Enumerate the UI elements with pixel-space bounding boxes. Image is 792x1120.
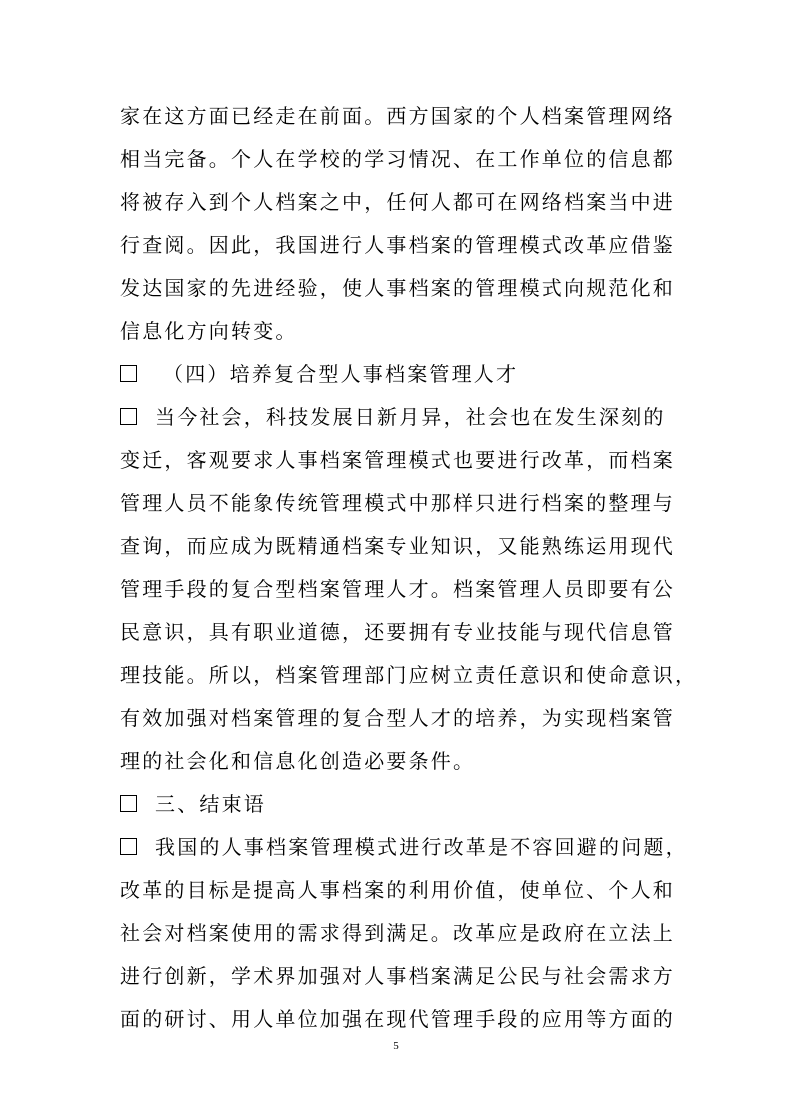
checkbox-placeholder-icon — [120, 838, 137, 855]
text-line: 有效加强对档案管理的复合型人才的培养，为实现档案管 — [120, 706, 675, 730]
paragraph-start-line — [120, 835, 688, 859]
subheading-line — [120, 362, 518, 386]
checkbox-placeholder-icon — [120, 795, 137, 812]
text-line: 信息化方向转变。 — [120, 319, 298, 343]
page-number: 5 — [393, 1040, 399, 1052]
text-line: 行查阅。因此，我国进行人事档案的管理模式改革应借鉴 — [120, 233, 675, 257]
text-line: 理技能。所以，档案管理部门应树立责任意识和使命意识， — [120, 663, 698, 687]
paragraph-start-text: 当今社会，科技发展日新月异，社会也在发生深刻的 — [155, 405, 666, 429]
section-heading-text: 三、结束语 — [155, 792, 266, 816]
text-line: 社会对档案使用的需求得到满足。改革应是政府在立法上 — [120, 921, 675, 945]
paragraph-start-line — [120, 405, 666, 429]
text-line: 相当完备。个人在学校的学习情况、在工作单位的信息都 — [120, 147, 675, 171]
text-line: 将被存入到个人档案之中，任何人都可在网络档案当中进 — [120, 190, 675, 214]
text-line: 查询，而应成为既精通档案专业知识，又能熟练运用现代 — [120, 534, 675, 558]
text-line: 管理手段的复合型档案管理人才。档案管理人员即要有公 — [120, 577, 675, 601]
subheading-text: （四）培养复合型人事档案管理人才 — [163, 362, 519, 386]
checkbox-placeholder-icon — [120, 408, 137, 425]
checkbox-placeholder-icon — [120, 365, 137, 382]
text-line: 管理人员不能象传统管理模式中那样只进行档案的整理与 — [120, 491, 675, 515]
text-line: 进行创新，学术界加强对人事档案满足公民与社会需求方 — [120, 964, 675, 988]
text-line: 变迁，客观要求人事档案管理模式也要进行改革，而档案 — [120, 448, 675, 472]
text-line: 家在这方面已经走在前面。西方国家的个人档案管理网络 — [120, 104, 675, 128]
text-line: 面的研讨、用人单位加强在现代管理手段的应用等方面的 — [120, 1007, 675, 1031]
text-line: 民意识，具有职业道德，还要拥有专业技能与现代信息管 — [120, 620, 675, 644]
text-line: 理的社会化和信息化创造必要条件。 — [120, 749, 476, 773]
text-line: 发达国家的先进经验，使人事档案的管理模式向规范化和 — [120, 276, 675, 300]
section-heading-line — [120, 792, 266, 816]
paragraph-start-text: 我国的人事档案管理模式进行改革是不容回避的问题， — [155, 835, 688, 859]
text-line: 改革的目标是提高人事档案的利用价值，使单位、个人和 — [120, 878, 675, 902]
